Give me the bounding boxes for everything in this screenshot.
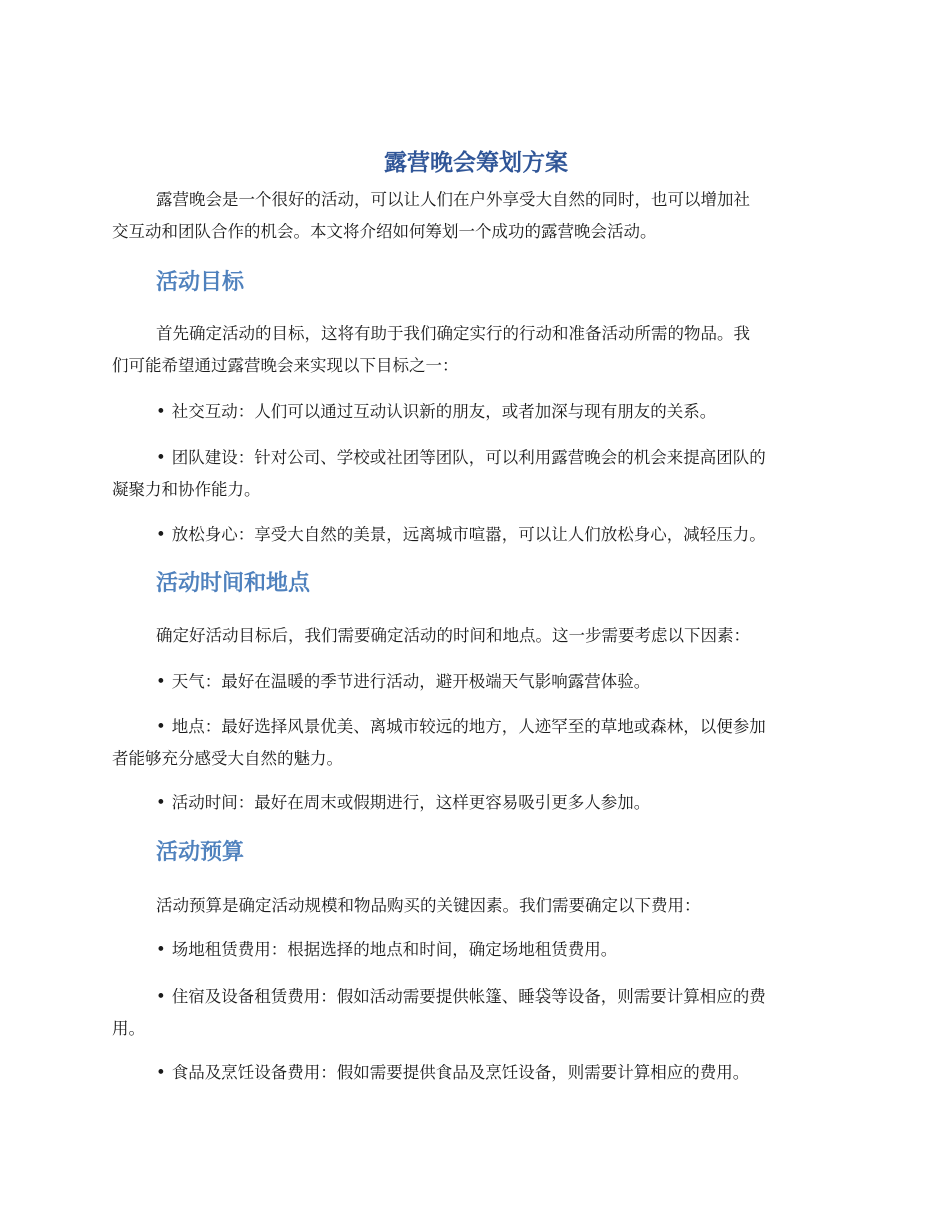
section-heading-goals: 活动目标 [156, 270, 245, 295]
section-paragraph [112, 620, 840, 652]
list-item-text: 活动时间：最好在周末或假期进行，这样更容易吸引更多人参加。 [171, 793, 651, 812]
paragraph-line: 们可能希望通过露营晚会来实现以下目标之一： [112, 356, 459, 375]
list-item [112, 442, 840, 506]
list-item-text: 凝聚力和协作能力。 [112, 480, 261, 499]
list-item [112, 934, 840, 966]
list-item [112, 711, 840, 775]
list-item [112, 981, 840, 1045]
list-item [112, 666, 840, 698]
list-item-text: 食品及烹饪设备费用：假如需要提供食品及烹饪设备，则需要计算相应的费用。 [171, 1063, 750, 1082]
section-paragraph [112, 890, 840, 922]
bullet-icon: • [156, 940, 166, 959]
list-item-text: 用。 [112, 1019, 145, 1038]
intro-paragraph [112, 184, 840, 248]
list-item-text: 社交互动：人们可以通过互动认识新的朋友，或者加深与现有朋友的关系。 [171, 402, 717, 421]
list-item-text: 团队建设：针对公司、学校或社团等团队，可以利用露营晚会的机会来提高团队的 [171, 448, 766, 467]
bullet-icon: • [156, 793, 166, 812]
bullet-icon: • [156, 525, 166, 544]
list-item-text: 者能够充分感受大自然的魅力。 [112, 749, 343, 768]
section-paragraph [112, 318, 840, 382]
list-item [112, 519, 840, 551]
section-heading-time-place: 活动时间和地点 [156, 571, 311, 596]
bullet-icon: • [156, 672, 166, 691]
list-item-text: 地点：最好选择风景优美、离城市较远的地方，人迹罕至的草地或森林，以便参加 [171, 717, 766, 736]
list-item-text: 天气：最好在温暖的季节进行活动，避开极端天气影响露营体验。 [171, 672, 651, 691]
section-heading-budget: 活动预算 [156, 840, 245, 865]
list-item [112, 1057, 840, 1089]
bullet-icon: • [156, 1063, 166, 1082]
intro-line: 交互动和团队合作的机会。本文将介绍如何筹划一个成功的露营晚会活动。 [112, 222, 657, 241]
document-title: 露营晚会筹划方案 [384, 150, 568, 176]
paragraph-line: 确定好活动目标后，我们需要确定活动的时间和地点。这一步需要考虑以下因素： [156, 626, 750, 645]
list-item-text: 住宿及设备租赁费用：假如活动需要提供帐篷、睡袋等设备，则需要计算相应的费 [171, 987, 766, 1006]
list-item [112, 396, 840, 428]
paragraph-line: 活动预算是确定活动规模和物品购买的关键因素。我们需要确定以下费用： [156, 896, 701, 915]
intro-line: 露营晚会是一个很好的活动，可以让人们在户外享受大自然的同时，也可以增加社 [156, 190, 750, 209]
list-item [112, 787, 840, 819]
paragraph-line: 首先确定活动的目标，这将有助于我们确定实行的行动和准备活动所需的物品。我 [156, 324, 750, 343]
bullet-icon: • [156, 402, 166, 421]
bullet-icon: • [156, 448, 166, 467]
bullet-icon: • [156, 717, 166, 736]
list-item-text: 放松身心：享受大自然的美景，远离城市喧嚣，可以让人们放松身心，减轻压力。 [171, 525, 766, 544]
bullet-icon: • [156, 987, 166, 1006]
list-item-text: 场地租赁费用：根据选择的地点和时间，确定场地租赁费用。 [171, 940, 618, 959]
